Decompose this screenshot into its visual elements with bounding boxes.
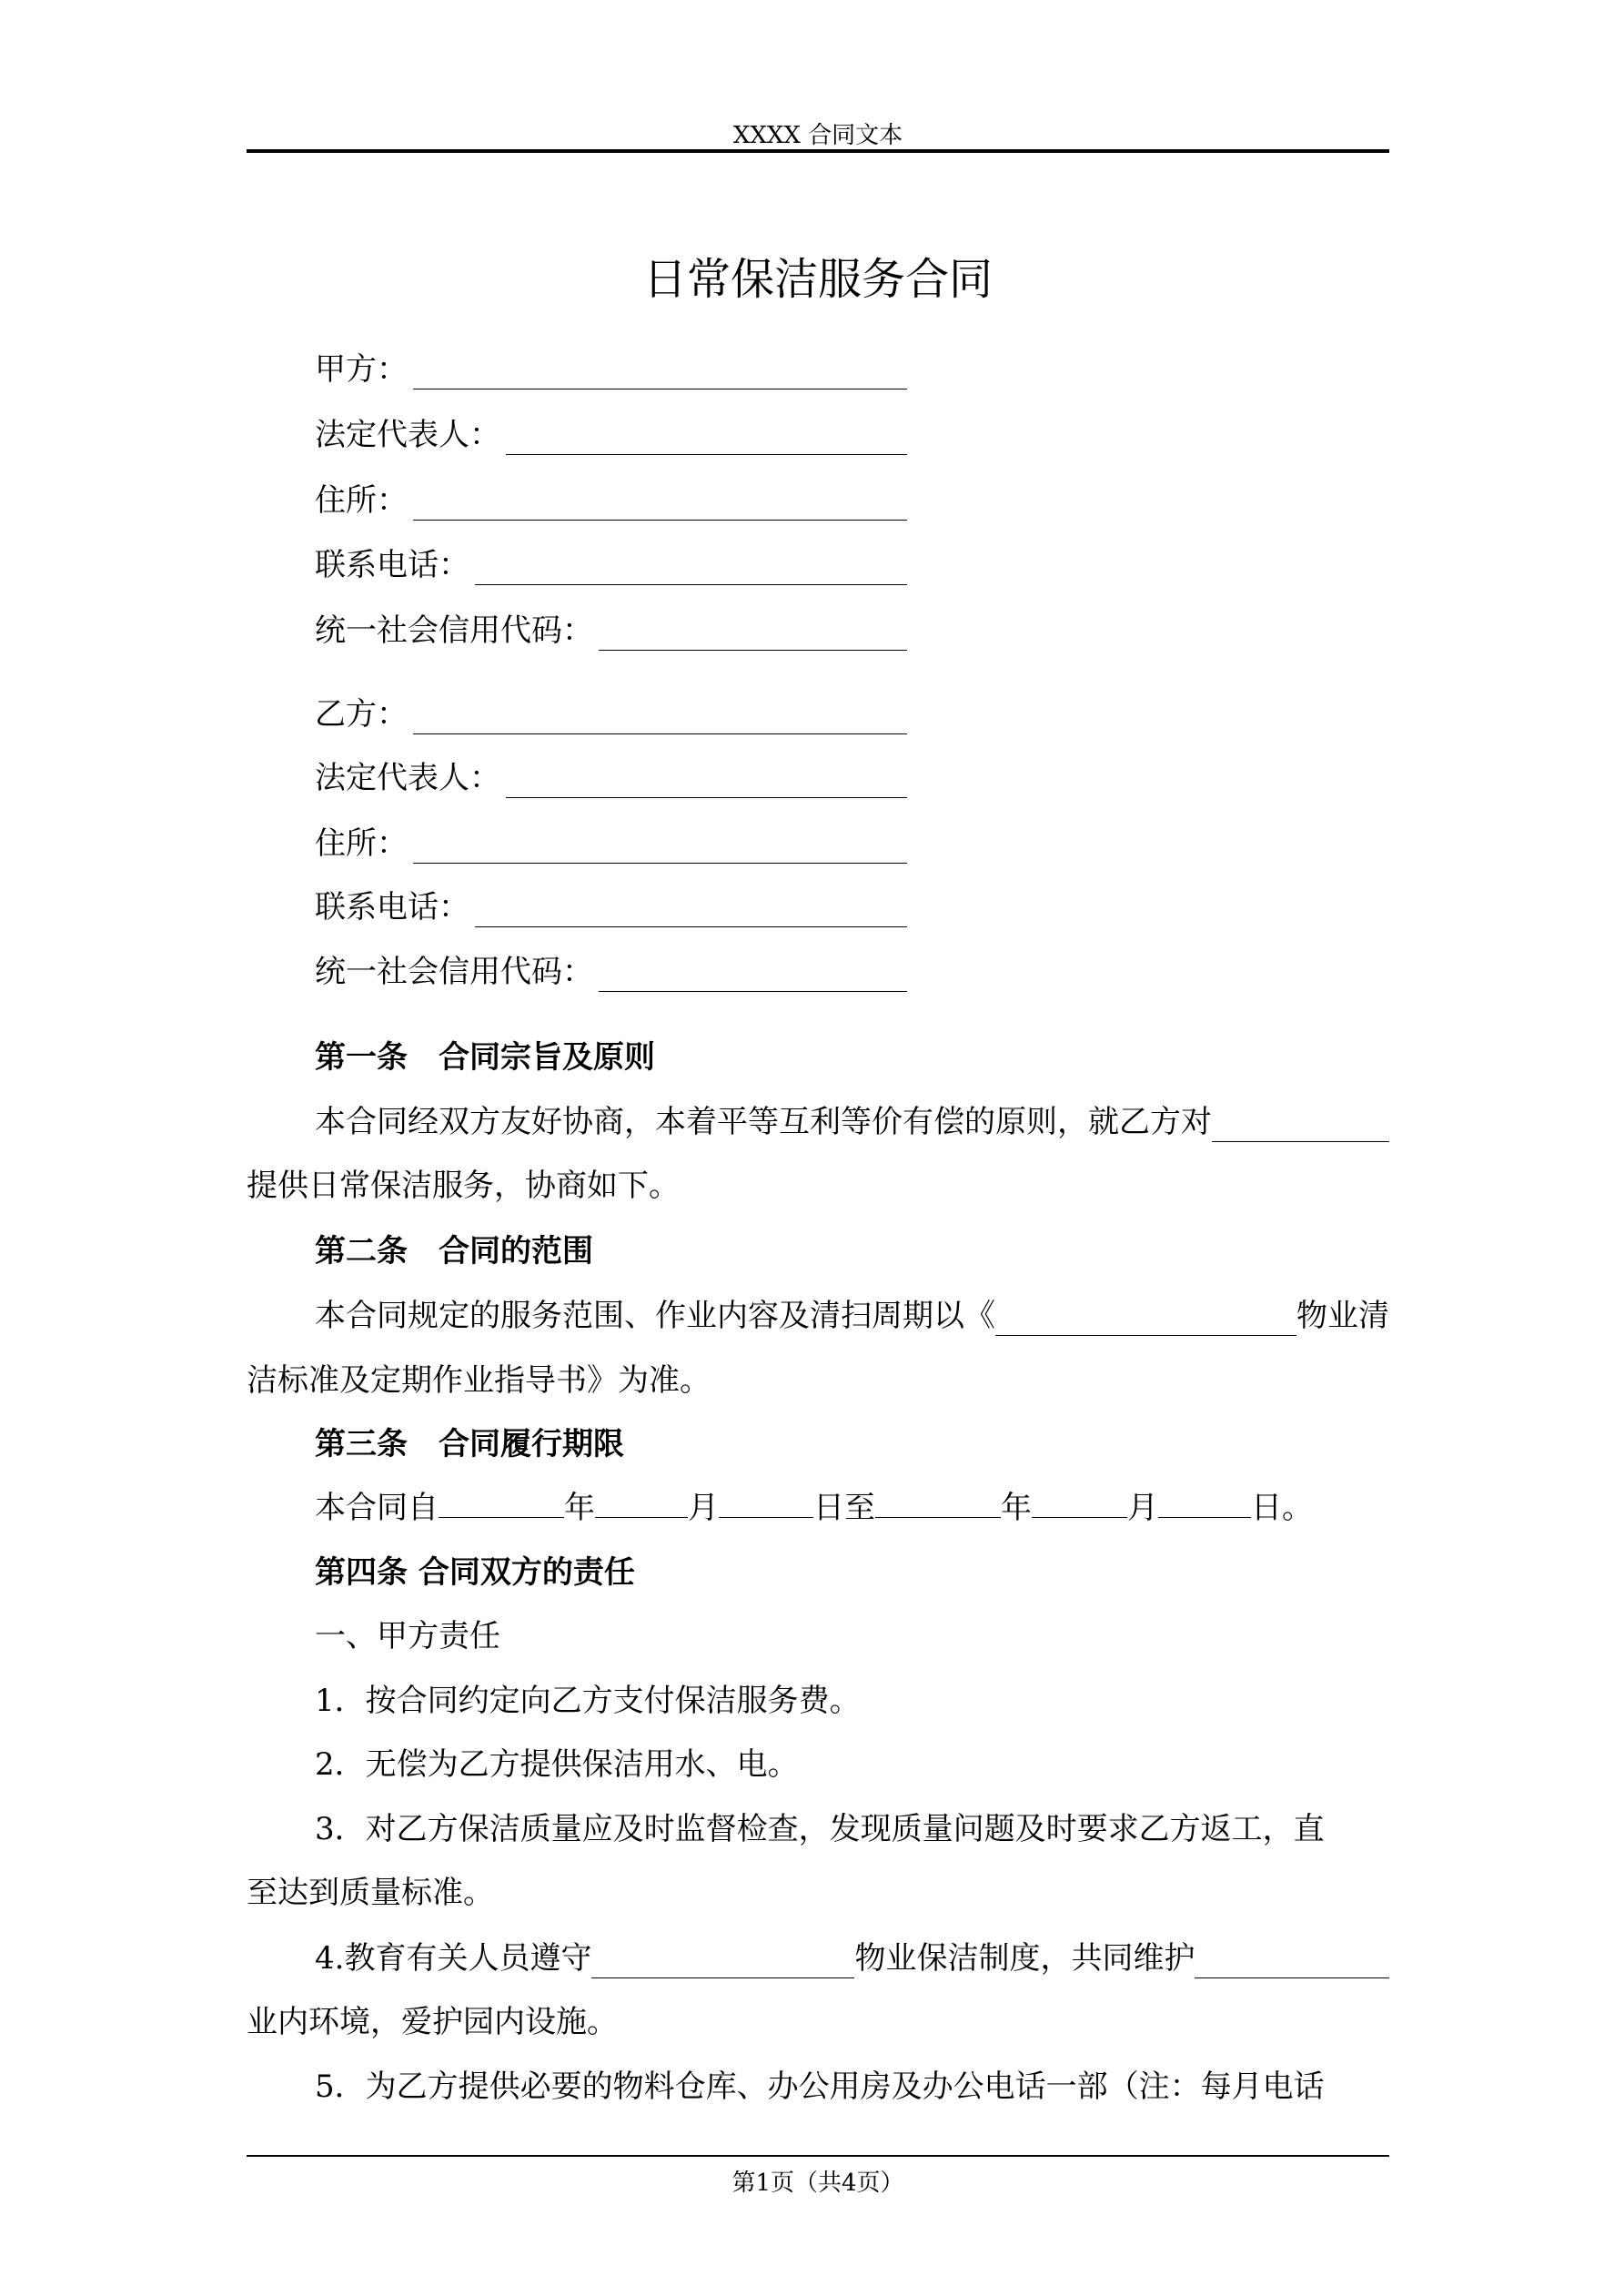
blank-line: [591, 1950, 854, 1978]
article-2-heading: 第二条 合同的范围: [315, 1233, 593, 1269]
field-label: 法定代表人：: [315, 760, 500, 796]
blank-line: [413, 358, 907, 389]
blank-line: [413, 703, 907, 734]
blank-line: [599, 619, 907, 651]
party-b-credit-code-field: [315, 952, 907, 992]
footer-divider: [247, 2155, 1389, 2157]
blank-line: [475, 895, 907, 927]
blank-line: [599, 960, 907, 992]
blank-line: [1212, 1114, 1389, 1142]
field-label: 乙方：: [315, 696, 408, 733]
blank-line: [506, 766, 907, 798]
field-label: 法定代表人：: [315, 417, 500, 453]
blank-end-day: [1158, 1490, 1251, 1518]
article-3-heading: 第三条 合同履行期限: [315, 1426, 624, 1462]
party-a-rep-field: [315, 415, 907, 455]
party-a-phone-field: [315, 545, 907, 585]
party-a-name-field: [315, 349, 907, 389]
article-1-line-2: 提供日常保洁服务，协商如下。: [247, 1168, 680, 1204]
article-4-item-2: 2．无偿为乙方提供保洁用水、电。: [315, 1746, 799, 1783]
blank-line: [506, 423, 907, 455]
text: 月: [688, 1490, 719, 1526]
party-b-phone-field: [315, 887, 907, 927]
blank-end-month: [1032, 1490, 1127, 1518]
field-label: 住所：: [315, 825, 408, 862]
text: 年: [564, 1490, 595, 1526]
field-label: 甲方：: [315, 351, 408, 388]
article-4-item-3-line-1: 3．对乙方保洁质量应及时监督检查，发现质量问题及时要求乙方返工，直: [315, 1811, 1325, 1847]
article-4-item-5: 5．为乙方提供必要的物料仓库、办公用房及办公电话一部（注：每月电话: [315, 2068, 1325, 2105]
document-title: 日常保洁服务合同: [642, 254, 993, 305]
blank-line: [413, 832, 907, 864]
party-b-rep-field: [315, 758, 907, 798]
field-label: 统一社会信用代码：: [315, 954, 593, 990]
text: 本合同经双方友好协商，本着平等互利等价有偿的原则，就乙方对: [315, 1104, 1212, 1140]
text: 年: [1001, 1490, 1032, 1526]
party-b-address-field: [315, 824, 907, 864]
blank-line: [1195, 1950, 1389, 1978]
article-1-heading: 第一条 合同宗旨及原则: [315, 1039, 655, 1076]
article-4-item-4-line-2: 业内环境，爱护园内设施。: [247, 2004, 618, 2040]
text: 4.教育有关人员遵守: [315, 1940, 592, 1977]
text: 日至: [813, 1490, 875, 1526]
party-a-credit-code-field: [315, 611, 907, 651]
page-header: XXXX 合同文本: [732, 122, 903, 149]
blank-start-year: [439, 1490, 564, 1518]
field-label: 统一社会信用代码：: [315, 612, 593, 649]
text: 月: [1127, 1490, 1158, 1526]
blank-line: [475, 553, 907, 585]
article-3-date-range: [315, 1488, 1313, 1528]
article-4-item-1: 1．按合同约定向乙方支付保洁服务费。: [315, 1683, 861, 1719]
blank-line: [995, 1308, 1296, 1336]
blank-start-month: [595, 1490, 688, 1518]
field-label: 住所：: [315, 482, 408, 519]
text: 物业保洁制度，共同维护: [854, 1940, 1195, 1977]
page-number: 第1页（共4页）: [731, 2170, 904, 2197]
header-divider: [247, 149, 1389, 153]
text: 本合同自: [315, 1490, 439, 1526]
article-4-item-3-line-2: 至达到质量标准。: [247, 1875, 494, 1911]
text: 本合同规定的服务范围、作业内容及清扫周期以《: [315, 1298, 995, 1334]
text: 日。: [1251, 1490, 1313, 1526]
article-4-heading: 第四条 合同双方的责任: [315, 1554, 635, 1591]
blank-end-year: [875, 1490, 1001, 1518]
article-4-subheading: 一、甲方责任: [315, 1618, 500, 1654]
article-2-line-1: [315, 1296, 1389, 1336]
blank-line: [413, 489, 907, 521]
article-1-line-1: [315, 1102, 1389, 1142]
field-label: 联系电话：: [315, 547, 469, 583]
text: 物业清: [1296, 1298, 1389, 1334]
article-4-item-4-line-1: [315, 1938, 1389, 1978]
party-b-name-field: [315, 694, 907, 734]
party-a-address-field: [315, 480, 907, 521]
blank-start-day: [719, 1490, 813, 1518]
field-label: 联系电话：: [315, 889, 469, 925]
article-2-line-2: 洁标准及定期作业指导书》为准。: [247, 1362, 711, 1399]
